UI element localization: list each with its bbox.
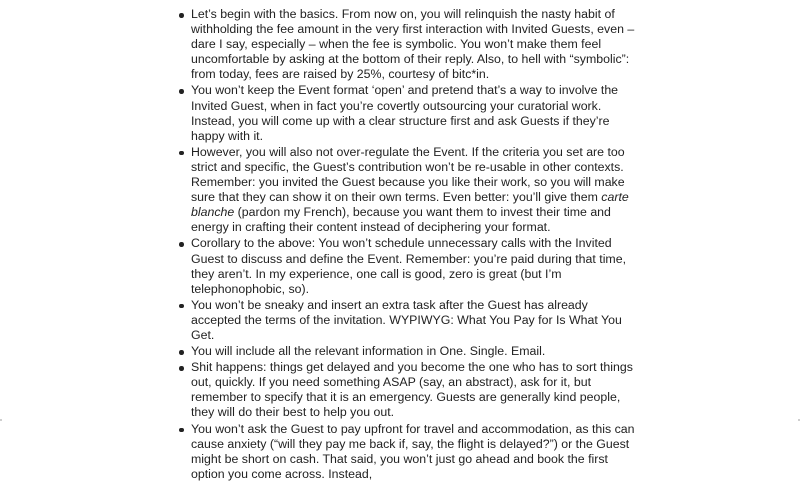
list-item [191, 298, 636, 343]
list-item [191, 236, 636, 296]
list-item-text: Shit happens: things get delayed and you become the one who has to sort things out, quickly. If you need something ASAP (say, an abstract), ask for it, but remember to specify that it is an emergency. Guests are generally kind people, they will do their best to help you out. [191, 360, 633, 419]
list-item-text: Let’s begin with the basics. From now on, you will relinquish the nasty habit of withholding the fee amount in the very first interaction with Invited Guests, even – dare I say, especially – when the fee is symbolic. You won’t make them feel uncomfortable by asking at the bottom of their reply. Also, to hell with “symbolic”: from today, fees are raised by 25%, courtesy of bitc*in. [191, 7, 634, 81]
list-item [191, 344, 636, 359]
list-item-text: You will include all the relevant information in One. Single. Email. [191, 344, 545, 358]
emphasis-text: carte blanche [191, 190, 629, 219]
list-item [191, 145, 636, 236]
list-item-text: You won’t keep the Event format ‘open’ and pretend that’s a way to involve the Invited Guest, when in fact you’re covertly outsourcing your curatorial work. Instead, you will come up with a clear structure first and ask Guests if they’re happy with it. [191, 83, 618, 142]
list-item-text: Corollary to the above: You won’t schedule unnecessary calls with the Invited Guest to discuss and define the Event. Remember: you’re paid during that time, they aren’t. In my experience, one call is good, zero is great (but I’m telephonophobic, so). [191, 236, 626, 295]
list-item [191, 7, 636, 82]
list-item-text: You won’t ask the Guest to pay upfront for travel and accommodation, as this can cause anxiety (“will they pay me back if, say, the flight is delayed?”) or the Guest might be short on cash. That said, you won’t just go ahead and book the first option you come across. Instead, [191, 422, 634, 481]
list-item [191, 422, 636, 482]
list-item-text: You won’t be sneaky and insert an extra task after the Guest has already accepted the terms of the invitation. WYPIWYG: What You Pay for Is What You Get. [191, 298, 622, 342]
list-item-text-before: However, you will also not over-regulate the Event. If the criteria you set are too strict and specific, the Guest’s contribution won’t be re-usable in other contexts. Remember: you invited the Guest because you like their work, so you will make sure that they can show it on their own terms. Even better: you’ll give them [191, 145, 625, 204]
list-item-text-after: (pardon my French), because you want them to invest their time and energy in crafting their content instead of deciphering your format. [191, 205, 611, 234]
article-content [176, 7, 636, 483]
list-item [191, 360, 636, 420]
guidelines-list [176, 7, 636, 482]
list-item [191, 83, 636, 143]
